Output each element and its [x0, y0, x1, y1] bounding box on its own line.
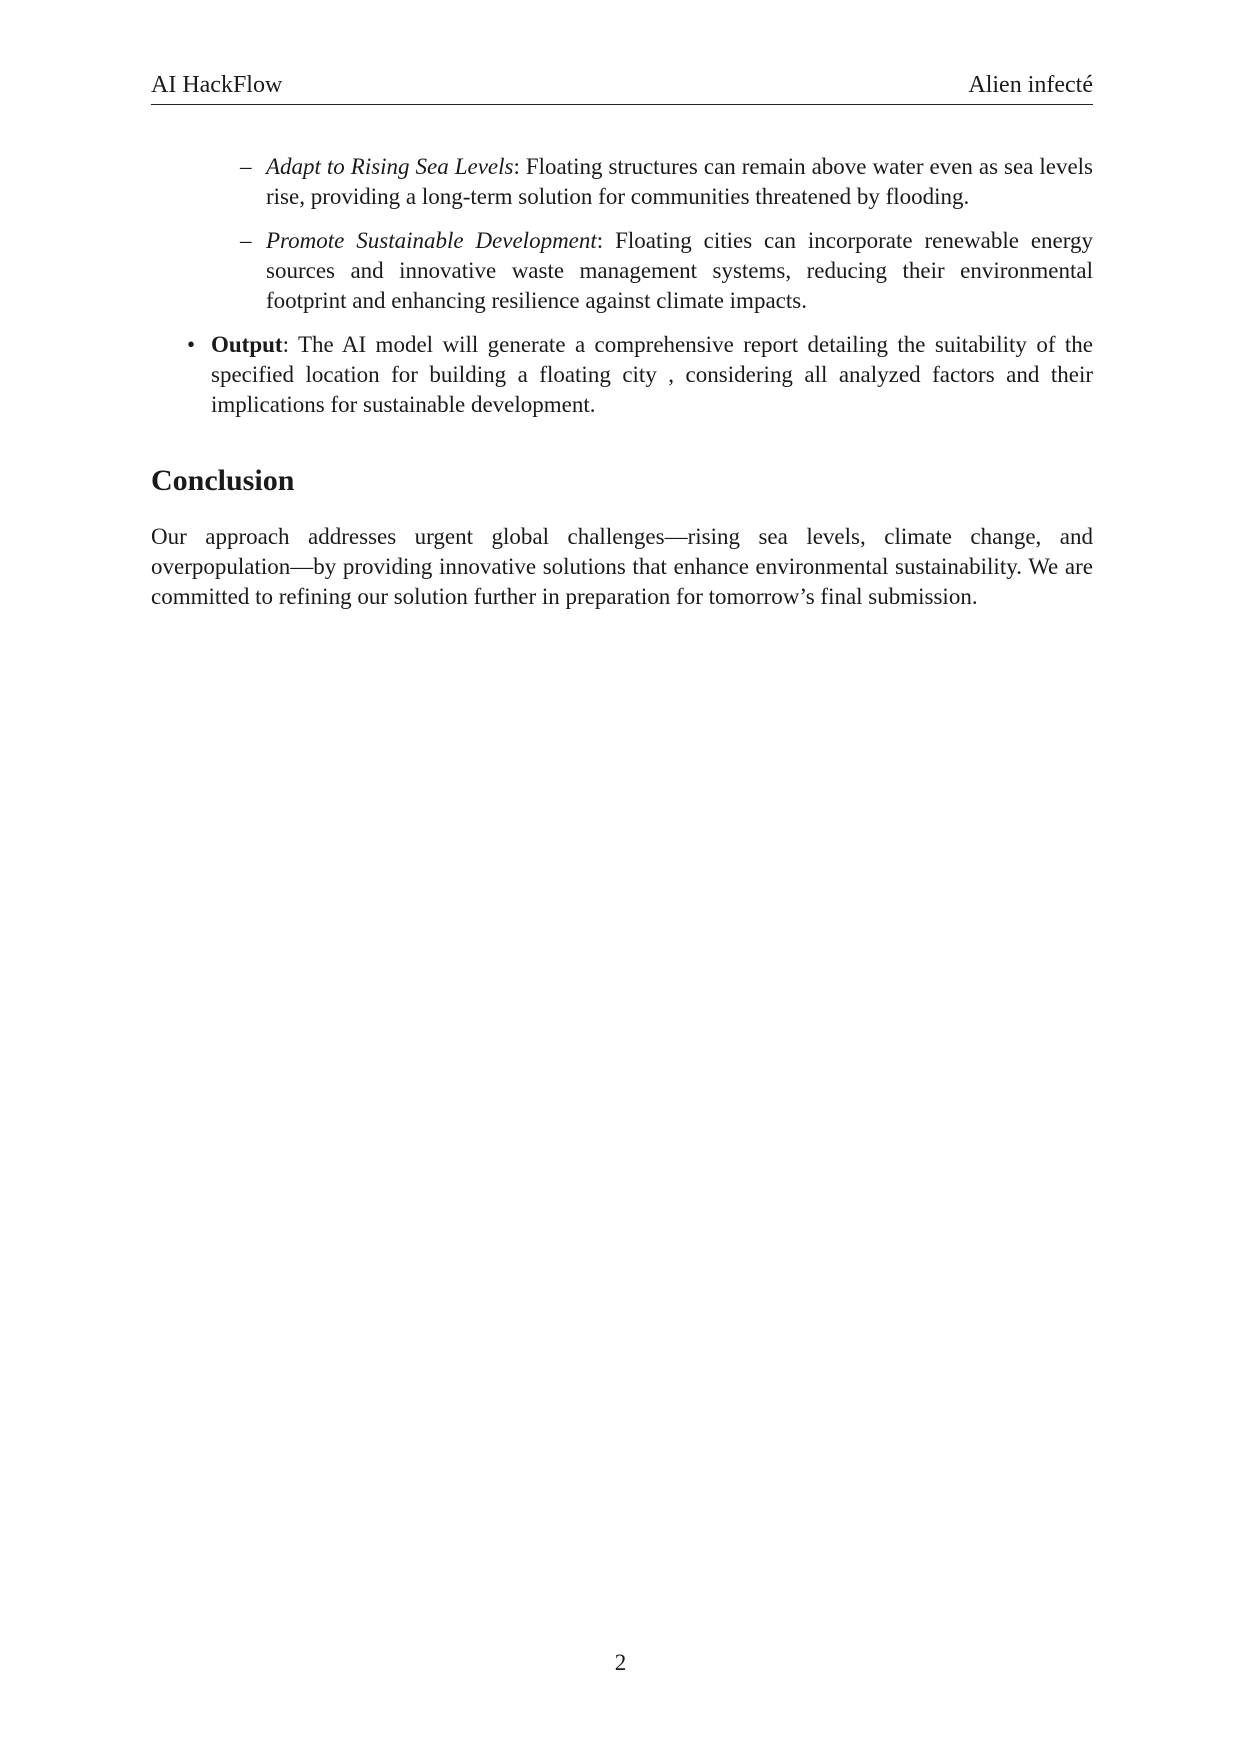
bullet-list-item-output: [187, 330, 1093, 420]
dash-marker: –: [240, 228, 252, 253]
conclusion-heading: Conclusion: [151, 464, 295, 497]
output-label: Output: [211, 332, 283, 357]
output-text: : The AI model will generate a comprehensive report detailing the suitability of the specified location for building a floating city , considering all analyzed factors and their implications for sustainable development.: [211, 332, 1093, 417]
sub-item-title: Adapt to Rising Sea Levels: [266, 154, 514, 179]
header-right-title: Alien infecté: [968, 72, 1093, 98]
sub-item-title: Promote Sustainable Development: [266, 228, 597, 253]
page-number: 2: [614, 1650, 627, 1675]
conclusion-paragraph: Our approach addresses urgent global challenges—rising sea levels, climate change, and overpopulation—by providing innovative solutions that enhance environmental sustainability. We are committed to refining our solution further in preparation for tomorrow’s final submission.: [151, 524, 1093, 609]
sub-item-text: : Floating structures can remain above water even as sea levels rise, providing a long-term solution for communities threatened by flooding.: [266, 154, 1094, 209]
bullet-marker: •: [187, 332, 196, 357]
dash-marker: –: [240, 154, 252, 179]
sub-list-item: [240, 152, 1094, 212]
page-content: [151, 152, 1093, 612]
sub-item-text: : Floating cities can incorporate renewable energy sources and innovative waste management systems, reducing their environmental footprint and enhancing resilience against climate impacts.: [266, 228, 1093, 313]
header-left-title: AI HackFlow: [151, 72, 283, 98]
running-header: [151, 70, 1093, 105]
sub-list-item: [240, 226, 1093, 316]
